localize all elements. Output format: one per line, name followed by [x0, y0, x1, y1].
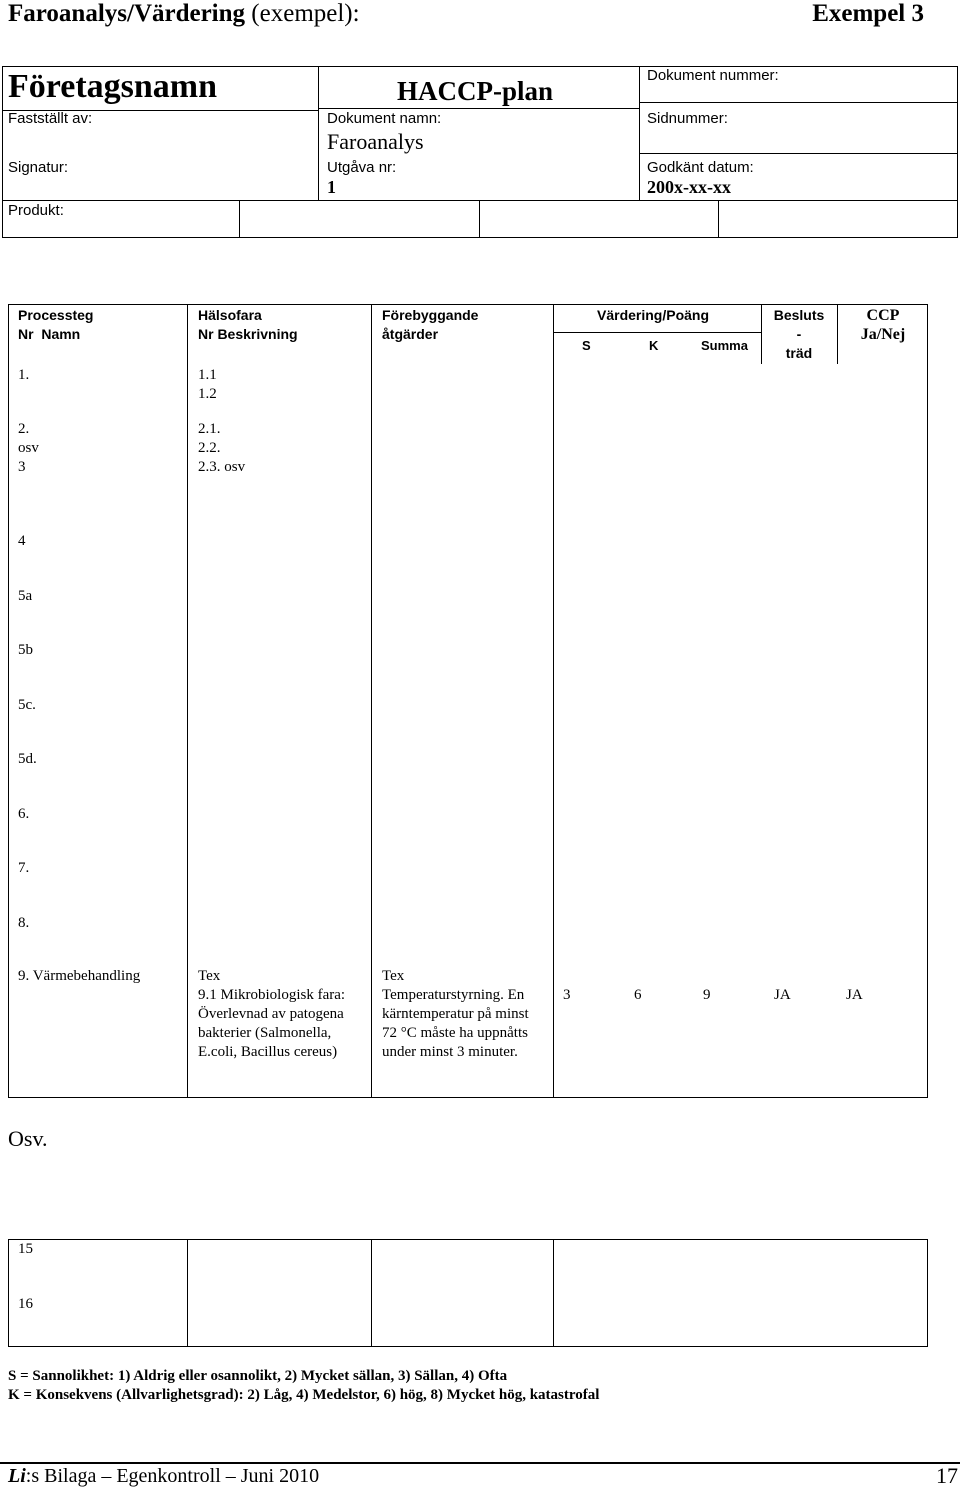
legend-s: S = Sannolikhet: 1) Aldrig eller osannolikt, 2) Mycket sällan, 3) Sällan, 4) Ofta [8, 1368, 508, 1384]
col-process: Processteg Nr Namn [18, 307, 94, 342]
row9-ccp: JA [846, 987, 863, 1003]
row2-hazards: 2.1. 2.2. 2.3. osv [198, 421, 246, 475]
row2-step: 2. osv 3 [18, 421, 39, 475]
doc-number-label: Dokument nummer: [647, 67, 779, 84]
company-name: Företagsnamn [8, 68, 218, 105]
col-preventive: Förebyggande åtgärder [382, 307, 479, 342]
step-7: 7. [18, 860, 30, 876]
row1-step: 1. [18, 367, 30, 383]
step-8: 8. [18, 915, 30, 931]
step-15: 15 [18, 1241, 33, 1257]
col-decision-tree: Besluts - träd [773, 307, 825, 361]
step-5d: 5d. [18, 751, 37, 767]
footer-brand: Li [8, 1465, 26, 1487]
doc-name-label: Dokument namn: [327, 110, 442, 127]
step-4: 4 [18, 533, 26, 549]
step-5a: 5a [18, 588, 33, 604]
page-number: 17 [936, 1463, 958, 1488]
row9-step: 9. Värmebehandling [18, 968, 141, 984]
row9-hazard: Tex 9.1 Mikrobiologisk fara: Överlevnad av patogena bakterier (Salmonella, E.coli, Bacillus cereus) [198, 968, 346, 1060]
col-hazard: Hälsofara Nr Beskrivning [198, 307, 298, 342]
footer-text: Li:s Bilaga – Egenkontroll – Juni 2010 [8, 1465, 320, 1487]
title-main: Faroanalys/Värdering [8, 0, 246, 27]
row9-decision-tree: JA [774, 987, 791, 1003]
page-number-label: Sidnummer: [647, 110, 728, 127]
edition-value: 1 [327, 177, 336, 197]
plan-title: HACCP-plan [397, 76, 554, 106]
legend-k: K = Konsekvens (Allvarlighetsgrad): 2) Låg, 4) Medelstor, 6) hög, 8) Mycket hög, katastrofal [8, 1387, 600, 1403]
approved-label: Godkänt datum: [647, 159, 754, 176]
title-note: (exempel): [251, 0, 360, 27]
established-label: Fastställt av: [8, 110, 93, 127]
step-6: 6. [18, 806, 30, 822]
step-5c: 5c. [18, 697, 36, 713]
col-s: S [582, 338, 591, 353]
step-5b: 5b [18, 642, 33, 658]
row9-sum: 9 [703, 987, 711, 1003]
col-ccp: CCP Ja/Nej [860, 307, 906, 343]
col-k: K [649, 338, 659, 353]
col-evaluation: Värdering/Poäng [597, 307, 710, 323]
signature-label: Signatur: [8, 159, 69, 176]
osv-label: Osv. [8, 1126, 48, 1151]
example-label: Exempel 3 [812, 0, 924, 27]
edition-label: Utgåva nr: [327, 159, 397, 176]
row9-s: 3 [563, 987, 571, 1003]
row9-preventive: Tex Temperaturstyrning. En kärntemperatur på minst 72 °C måste ha uppnåtts under minst 3 minuter. [382, 968, 529, 1060]
page-title [8, 0, 360, 28]
row1-hazards: 1.1 1.2 [198, 367, 217, 402]
approved-value: 200x-xx-xx [647, 177, 731, 197]
doc-name-value: Faroanalys [327, 129, 424, 154]
step-16: 16 [18, 1296, 33, 1312]
product-label: Produkt: [8, 202, 64, 219]
row9-k: 6 [634, 987, 642, 1003]
col-sum: Summa [701, 338, 748, 353]
